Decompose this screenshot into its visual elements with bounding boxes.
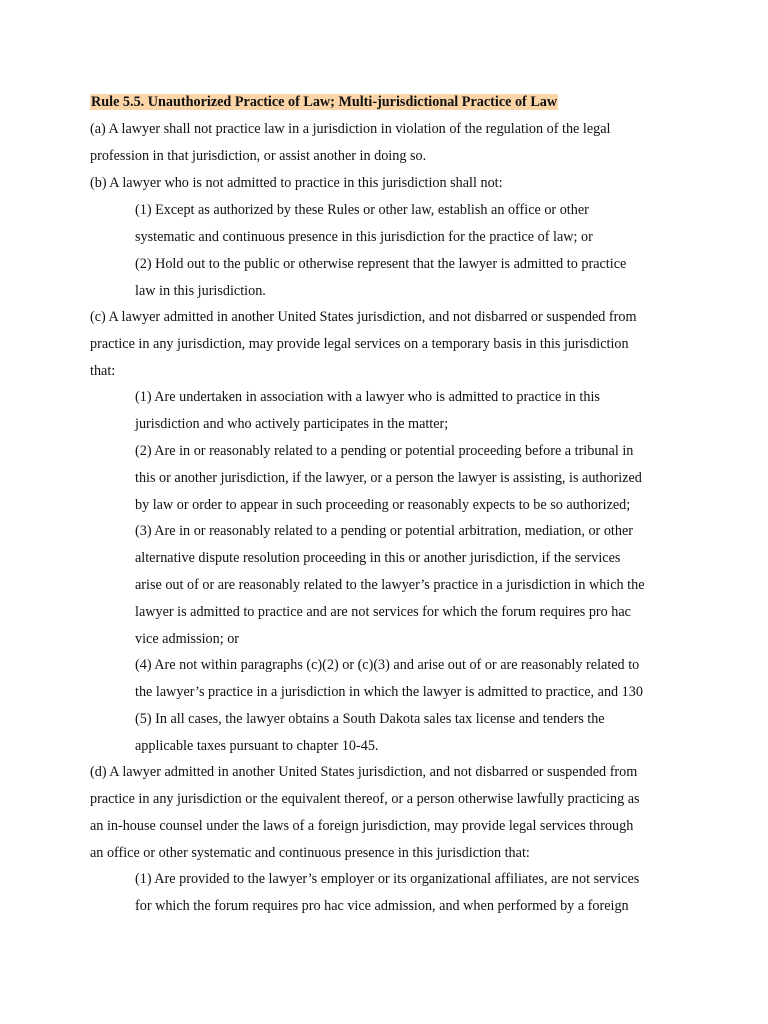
paragraph-a-line-1: (a) A lawyer shall not practice law in a jurisdiction in violation of the regulation of the legal (90, 121, 611, 137)
paragraph-c-line-1: (c) A lawyer admitted in another United States jurisdiction, and not disbarred or suspended from (90, 309, 637, 325)
paragraph-d-line-4: an office or other systematic and continuous presence in this jurisdiction that: (90, 845, 530, 861)
paragraph-c4-line-2: the lawyer’s practice in a jurisdiction in which the lawyer is admitted to practice, and 130 (135, 684, 643, 700)
paragraph-c1-line-1: (1) Are undertaken in association with a lawyer who is admitted to practice in this (135, 389, 600, 405)
paragraph-c3-line-2: alternative dispute resolution proceeding in this or another jurisdiction, if the services (135, 550, 621, 566)
paragraph-d-line-3: an in-house counsel under the laws of a foreign jurisdiction, may provide legal services through (90, 818, 634, 834)
rule-title: Rule 5.5. Unauthorized Practice of Law; Multi-jurisdictional Practice of Law (91, 94, 558, 110)
paragraph-b1-line-1: (1) Except as authorized by these Rules or other law, establish an office or other (135, 202, 589, 218)
paragraph-b2-line-2: law in this jurisdiction. (135, 283, 266, 299)
paragraph-c1-line-2: jurisdiction and who actively participates in the matter; (135, 416, 449, 432)
paragraph-c2-line-3: by law or order to appear in such proceeding or reasonably expects to be so authorized; (135, 497, 631, 513)
paragraph-c5-line-2: applicable taxes pursuant to chapter 10-45. (135, 738, 379, 754)
paragraph-c3-line-3: arise out of or are reasonably related to the lawyer’s practice in a jurisdiction in which the (135, 577, 645, 593)
paragraph-c-line-2: practice in any jurisdiction, may provide legal services on a temporary basis in this jurisdiction (90, 336, 629, 352)
paragraph-a-line-2: profession in that jurisdiction, or assist another in doing so. (90, 148, 427, 164)
paragraph-b-line-1: (b) A lawyer who is not admitted to practice in this jurisdiction shall not: (90, 175, 503, 191)
paragraph-c2-line-1: (2) Are in or reasonably related to a pending or potential proceeding before a tribunal in (135, 443, 634, 459)
paragraph-c2-line-2: this or another jurisdiction, if the lawyer, or a person the lawyer is assisting, is authorized (135, 470, 642, 486)
paragraph-d-line-1: (d) A lawyer admitted in another United States jurisdiction, and not disbarred or suspended from (90, 764, 638, 780)
paragraph-c4-line-1: (4) Are not within paragraphs (c)(2) or (c)(3) and arise out of or are reasonably related to (135, 657, 640, 673)
paragraph-c5-line-1: (5) In all cases, the lawyer obtains a South Dakota sales tax license and tenders the (135, 711, 605, 727)
paragraph-d1-line-1: (1) Are provided to the lawyer’s employer or its organizational affiliates, are not services (135, 871, 640, 887)
paragraph-b2-line-1: (2) Hold out to the public or otherwise represent that the lawyer is admitted to practice (135, 256, 627, 272)
paragraph-b1-line-2: systematic and continuous presence in this jurisdiction for the practice of law; or (135, 229, 593, 245)
paragraph-d-line-2: practice in any jurisdiction or the equivalent thereof, or a person otherwise lawfully practicing as (90, 791, 640, 807)
paragraph-c3-line-1: (3) Are in or reasonably related to a pending or potential arbitration, mediation, or other (135, 523, 633, 539)
paragraph-c-line-3: that: (90, 363, 116, 379)
rule-title-line (90, 93, 558, 111)
paragraph-d1-line-2: for which the forum requires pro hac vice admission, and when performed by a foreign (135, 898, 629, 914)
paragraph-c3-line-4: lawyer is admitted to practice and are not services for which the forum requires pro hac (135, 604, 631, 620)
paragraph-c3-line-5: vice admission; or (135, 631, 240, 647)
